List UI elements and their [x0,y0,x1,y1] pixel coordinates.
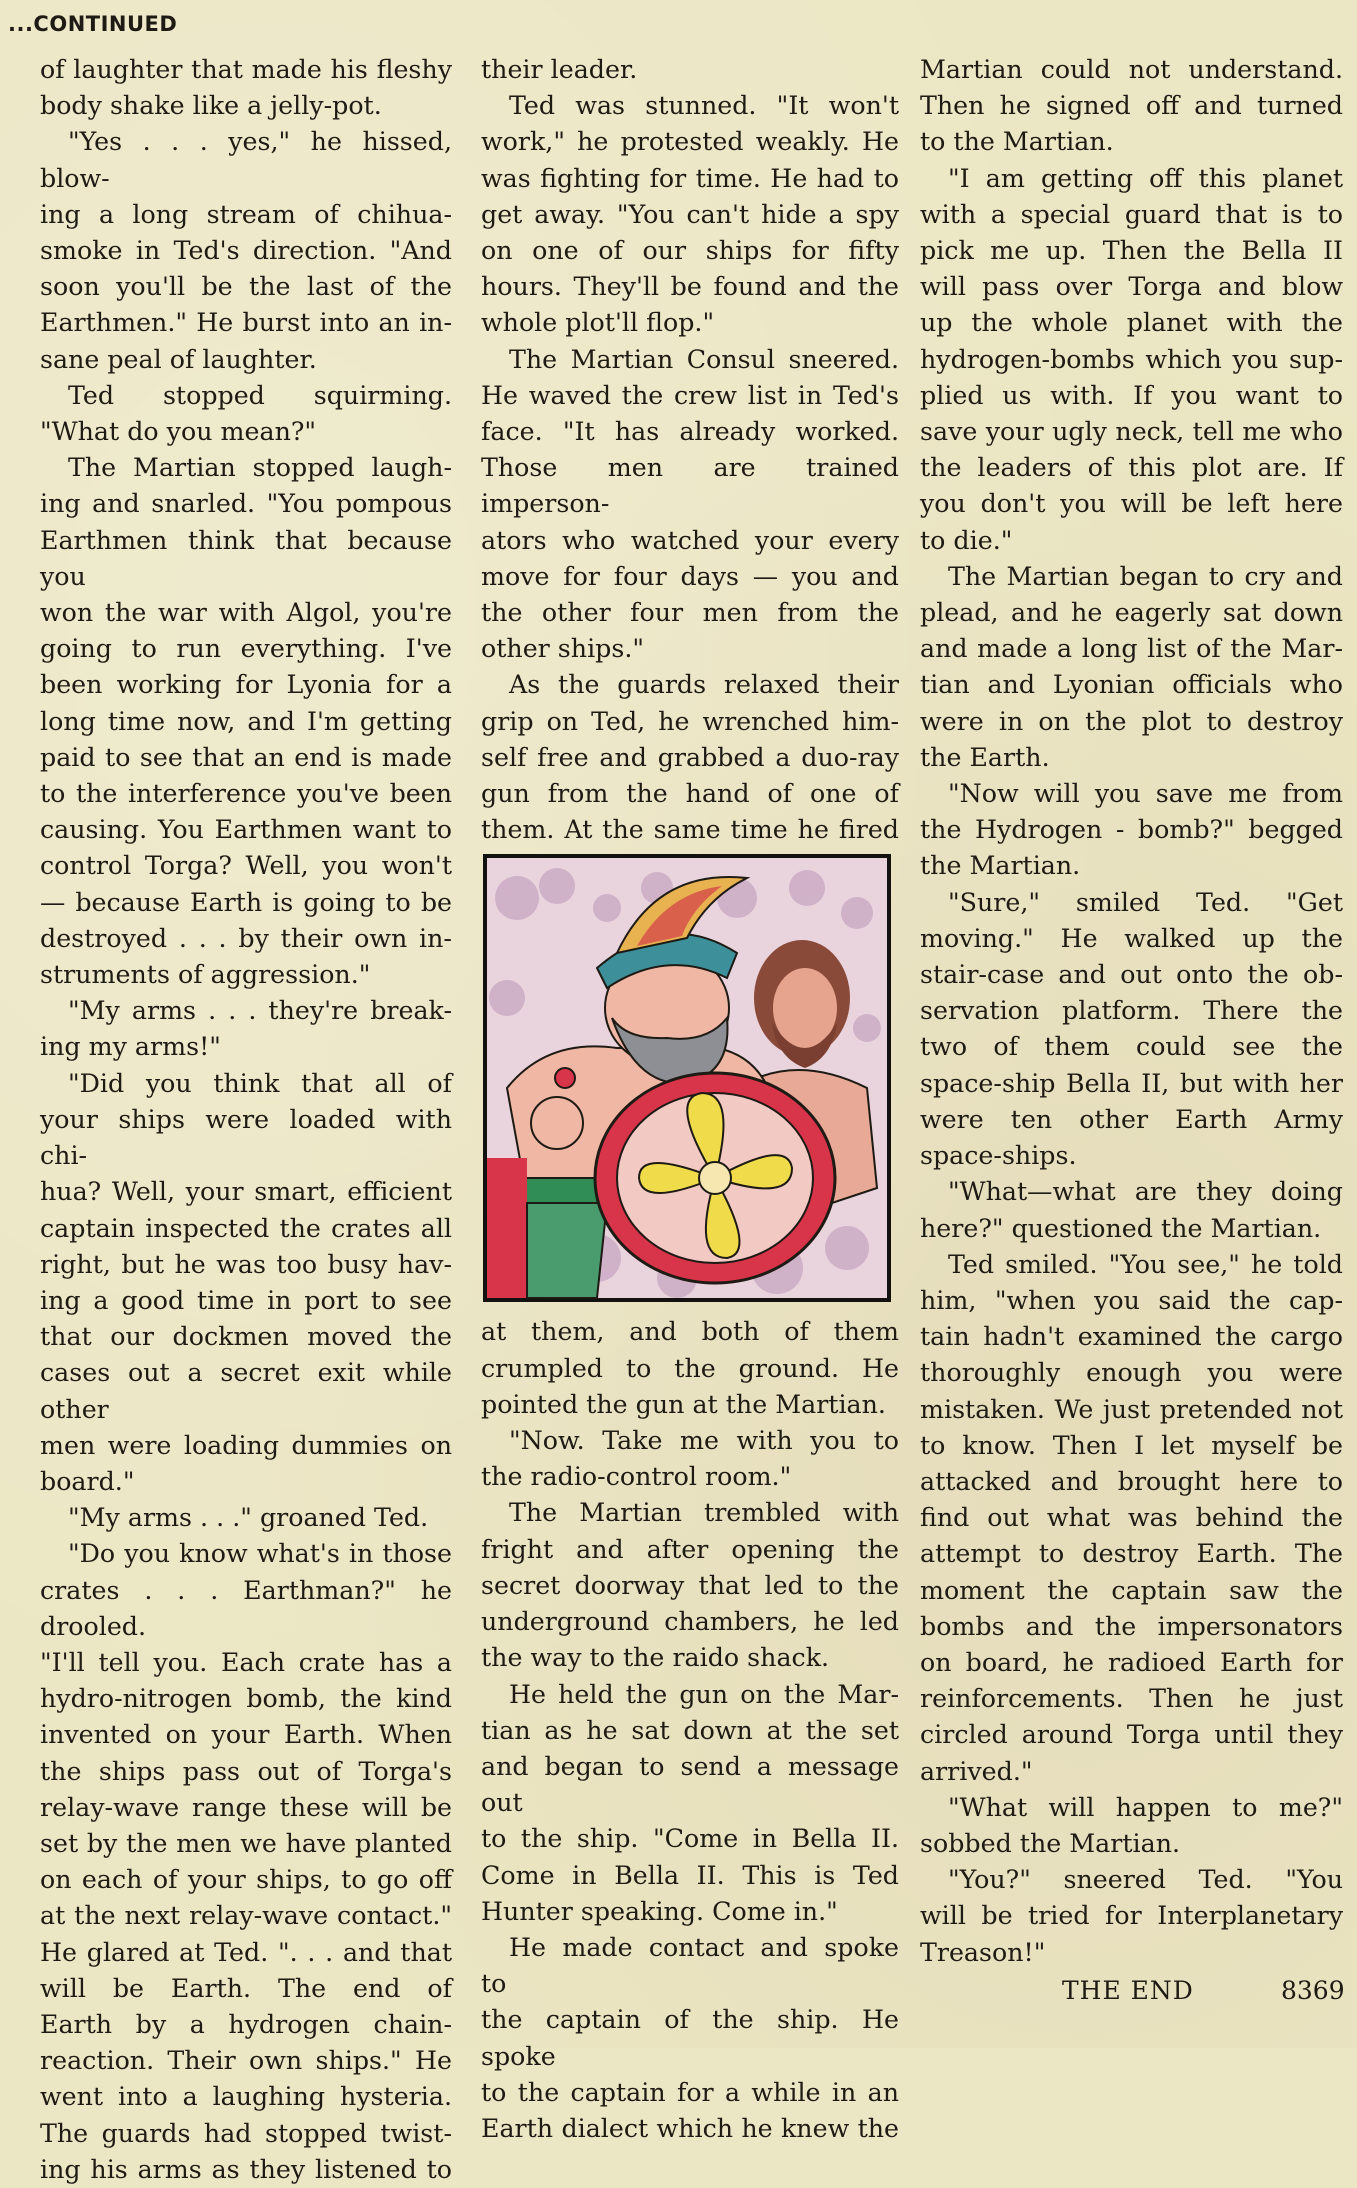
text-line: The Martian began to cry and [948,561,1343,591]
text-line: were ten other Earth Army [920,1104,1343,1134]
text-line: moving." He walked up the [920,923,1343,953]
text-line: arrived." [920,1756,1033,1786]
text-line: reaction. Their own ships." He [40,2046,452,2076]
text-line: Then he signed off and turned [920,91,1343,121]
text-line: ing a long stream of chihua- [40,199,452,229]
text-line: face. "It has already worked. [481,417,899,447]
text-line: sobbed the Martian. [920,1828,1181,1858]
text-line: to the interference you've been [40,779,452,809]
text-line: cases out a secret exit while other [40,1358,452,1424]
text-line: Treason!" [920,1937,1046,1967]
text-line: captain inspected the crates all [40,1213,452,1243]
text-line: Hunter speaking. Come in." [481,1896,838,1926]
text-line: to know. Then I let myself be [920,1430,1343,1460]
text-line: moment the captain saw the [920,1575,1343,1605]
text-line: stair-case and out onto the ob- [920,960,1343,990]
text-line: board." [40,1466,135,1496]
text-line: up the whole planet with the [920,308,1343,338]
text-line: get away. "You can't hide a spy [481,199,899,229]
text-line: of laughter that made his fleshy [40,55,452,84]
text-column-2 [481,52,899,2147]
text-line: Those men are trained imperson- [481,453,899,519]
text-line: "You?" sneered Ted. "You [948,1865,1343,1895]
text-line: The guards had stopped twist- [40,2118,452,2148]
shield-fan [595,1073,835,1283]
text-line: attacked and brought here to [920,1466,1343,1496]
text-column-3 [920,52,1343,1971]
text-line: gun from the hand of one of [481,779,899,809]
text-line: grip on Ted, he wrenched him- [481,706,899,736]
text-line: self free and grabbed a duo-ray [481,742,899,772]
text-line: secret doorway that led to the [481,1570,899,1600]
text-line: won the war with Algol, you're [40,598,452,628]
text-line: tain hadn't examined the cargo [920,1322,1343,1352]
text-line: pick me up. Then the Bella II [920,236,1343,266]
text-line: destroyed . . . by their own in- [40,923,452,953]
text-line: to the ship. "Come in Bella II. [481,1824,899,1854]
text-line: paid to see that an end is made [40,742,452,772]
text-line: "Yes . . . yes," he hissed, blow- [40,127,452,193]
comic-panel-illustration [483,854,891,1302]
text-line: your ships were loaded with chi- [40,1104,452,1171]
text-line: space-ship Bella II, but with her [920,1068,1343,1098]
text-line: ators who watched your every [481,525,899,555]
text-line: their leader. [481,55,638,84]
text-line: men were loading dummies on [40,1430,452,1460]
text-line: He made contact and spoke to [481,1932,899,1999]
text-line: invented on your Earth. When [40,1720,452,1750]
text-line: hydrogen-bombs which you sup- [920,344,1343,374]
text-line: whole plot'll flop." [481,308,715,338]
text-line: with a special guard that is to [920,199,1343,229]
text-line: body shake like a jelly-pot. [40,91,382,121]
text-line: mistaken. We just pretended not [920,1394,1343,1424]
text-line: underground chambers, he led [481,1607,899,1637]
text-line: "What—what are they doing [948,1177,1343,1207]
text-line: the Earth. [920,742,1050,772]
text-line: "Do you know what's in those [68,1539,452,1569]
text-line: He glared at Ted. ". . . and that [40,1937,452,1967]
text-line: pointed the gun at the Martian. [481,1389,886,1419]
text-line: to die." [920,525,1013,555]
text-line: the Hydrogen - bomb?" begged [920,815,1343,845]
text-line: here?" questioned the Martian. [920,1213,1322,1243]
text-line: "What will happen to me?" [948,1792,1343,1822]
text-line: "Did you think that all of [68,1068,452,1098]
text-line: As the guards relaxed their [509,670,899,700]
text-line: Earthmen think that because you [40,525,452,591]
text-line: the leaders of this plot are. If [920,453,1343,483]
text-line: circled around Torga until they [920,1720,1343,1750]
text-line: servation platform. There the [920,996,1343,1026]
text-line: fright and after opening the [481,1534,899,1564]
text-line: were in on the plot to destroy [920,706,1343,736]
text-line: the way to the raido shack. [481,1643,830,1673]
text-line: the ships pass out of Torga's [40,1756,452,1786]
text-line: "My arms . . . they're break- [68,996,452,1026]
text-line: plied us with. If you want to [920,380,1343,410]
text-line: Ted stopped squirming. [68,380,452,410]
text-line: ing his arms as they listened to [40,2154,452,2184]
text-line: struments of aggression." [40,960,371,990]
text-line: crumpled to the ground. He [481,1353,899,1383]
text-line: Earth by a hydrogen chain- [40,2009,452,2039]
text-line: the Martian. [920,851,1081,881]
text-line: the other four men from the [481,598,899,628]
text-line: work," he protested weakly. He [481,127,899,157]
text-line: causing. You Earthmen want to [40,815,452,845]
text-line: Martian could not understand. [920,55,1343,84]
text-line: "I'll tell you. Each crate has a [40,1647,452,1677]
text-line: on each of your ships, to go off [40,1865,452,1895]
text-line: save your ugly neck, tell me who [920,417,1343,447]
text-line: two of them could see the [920,1032,1343,1062]
text-line: at the next relay-wave contact." [40,1901,452,1931]
text-line: hours. They'll be found and the [481,272,899,302]
text-line: sane peal of laughter. [40,344,317,374]
text-line: set by the men we have planted [40,1828,452,1858]
text-line: "Now will you save me from [948,779,1343,809]
text-line: "What do you mean?" [40,417,317,447]
text-line: ing and snarled. "You pompous [40,489,452,519]
text-line: plead, and he eagerly sat down [920,598,1343,628]
text-line: "Sure," smiled Ted. "Get [948,887,1343,917]
text-line: attempt to destroy Earth. The [920,1539,1343,1569]
martian-and-ted-illustration [487,858,887,1298]
text-line: soon you'll be the last of the [40,272,452,302]
text-line: ing a good time in port to see [40,1285,452,1315]
text-line: ing my arms!" [40,1032,221,1062]
text-line: going to run everything. I've [40,634,452,664]
text-line: to the Martian. [920,127,1114,157]
text-line: on board, he radioed Earth for [920,1647,1343,1677]
text-line: Ted was stunned. "It won't [509,91,899,121]
page-number: 8369 [1281,1976,1345,2005]
text-line: He waved the crew list in Ted's [481,380,899,410]
text-line: the captain of the ship. He spoke [481,2005,899,2071]
text-line: relay-wave range these will be [40,1792,452,1822]
text-line: other ships." [481,634,645,664]
text-column-1 [40,52,452,2188]
text-line: Ted smiled. "You see," he told [948,1249,1343,1279]
text-line: — because Earth is going to be [40,887,452,917]
continued-label: ...CONTINUED [8,12,178,36]
text-line: went into a laughing hysteria. [40,2082,452,2112]
text-line: and made a long list of the Mar- [920,634,1343,664]
text-line: to the captain for a while in an [481,2077,899,2107]
text-line: that our dockmen moved the [40,1322,452,1352]
text-line: will be Earth. The end of [40,1973,452,2003]
text-column-2-bottom [481,1314,899,2147]
text-line: Earthmen." He burst into an in- [40,308,452,338]
text-column-2-top [481,52,899,848]
text-line: smoke in Ted's direction. "And [40,236,452,266]
text-line: The Martian Consul sneered. [509,344,899,374]
text-line: them. At the same time he fired [481,815,899,845]
text-line: been working for Lyonia for a [40,670,452,700]
text-line: He held the gun on the Mar- [509,1679,899,1709]
text-line: the radio-control room." [481,1462,792,1492]
text-line: right, but he was too busy hav- [40,1249,452,1279]
text-line: was fighting for time. He had to [481,163,899,193]
text-line: tian as he sat down at the set [481,1715,899,1745]
the-end-label: THE END [1062,1976,1194,2005]
text-line: Come in Bella II. This is Ted [481,1860,899,1890]
text-line: move for four days — you and [481,561,899,591]
text-line: bombs and the impersonators [920,1611,1343,1641]
text-line: reinforcements. Then he just [920,1684,1343,1714]
text-line: and began to send a message out [481,1751,899,1818]
text-line: "I am getting off this planet [948,163,1343,193]
text-line: The Martian trembled with [509,1498,899,1528]
text-line: space-ships. [920,1141,1077,1171]
text-line: "My arms . . ." groaned Ted. [68,1503,429,1533]
text-line: The Martian stopped laugh- [68,453,452,483]
text-line: at them, and both of them [481,1317,899,1347]
text-line: crates . . . Earthman?" he drooled. [40,1575,452,1641]
text-line: will be tried for Interplanetary [920,1901,1343,1931]
text-line: long time now, and I'm getting [40,706,452,736]
text-line: hua? Well, your smart, efficient [40,1177,452,1207]
text-line: him, "when you said the cap- [920,1285,1343,1315]
text-line: on one of our ships for fifty [481,236,899,266]
text-line: will pass over Torga and blow [920,272,1343,302]
text-line: tian and Lyonian officials who [920,670,1343,700]
text-line: control Torga? Well, you won't [40,851,452,881]
text-line: hydro-nitrogen bomb, the kind [40,1684,452,1714]
text-line: thoroughly enough you were [920,1358,1343,1388]
text-line: you don't you will be left here [920,489,1343,519]
text-line: find out what was behind the [920,1503,1343,1533]
text-line: "Now. Take me with you to [509,1426,899,1456]
text-line: Earth dialect which he knew the [481,2113,899,2143]
